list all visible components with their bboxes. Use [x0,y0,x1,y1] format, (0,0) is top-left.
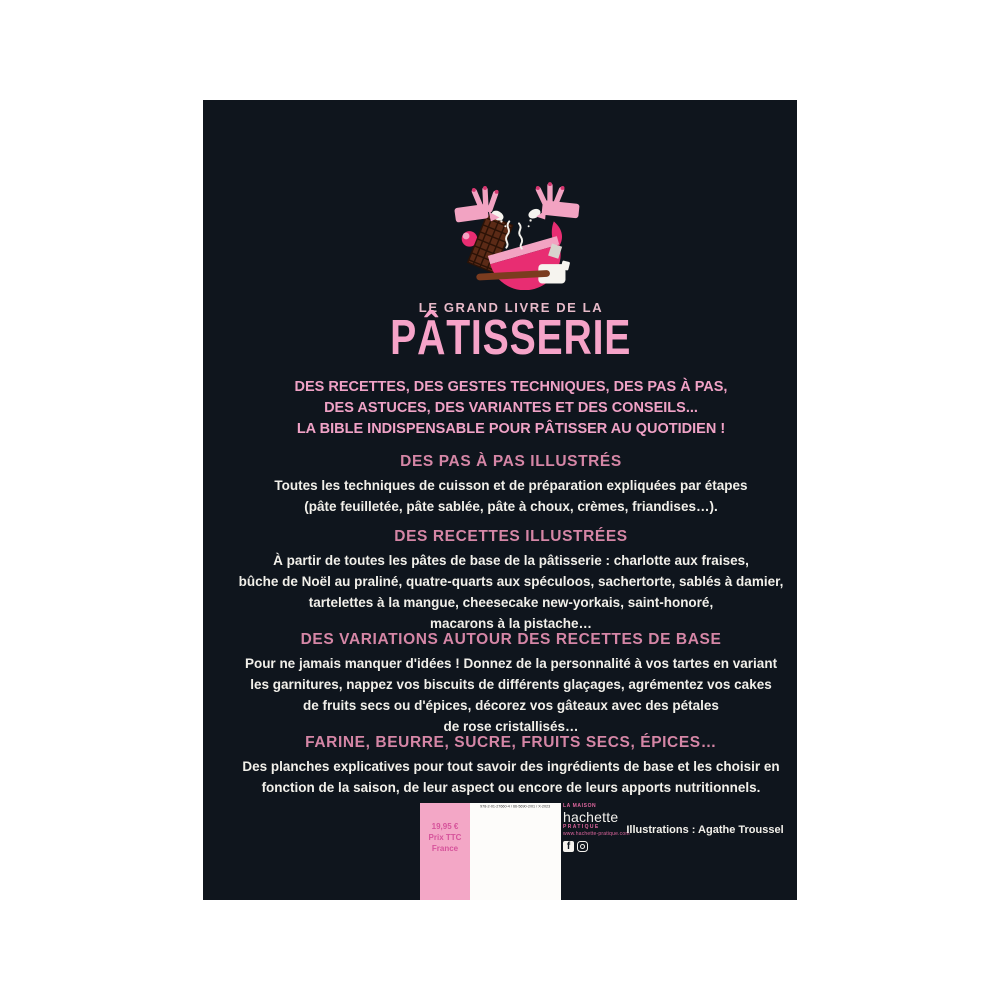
isbn-code: 978-2-01-27660-4 / 66-5690-2/01 / X-2023 [480,805,551,809]
section-pas-a-pas [214,453,797,517]
section-text-line: (pâte feuilletée, pâte sablée, pâte à choux, crèmes, friandises…). [304,499,718,514]
book-title [214,311,797,365]
section-text-line: de fruits secs ou d'épices, décorez vos gâteaux avec des pétales [303,698,719,713]
publisher-house-label: LA MAISON [563,803,597,809]
book-title-text: PÂTISSERIE [390,311,632,365]
section-recettes [214,528,797,634]
section-text-line: Des planches explicatives pour tout savoir des ingrédients de base et les choisir en [242,759,780,774]
section-text-line: fonction de la saison, de leur aspect ou encore de leurs apports nutritionnels. [261,780,761,795]
tagline-line: DES RECETTES, DES GESTES TECHNIQUES, DES PAS À PAS, [294,379,728,395]
section-text-line: tartelettes à la mangue, cheesecake new-yorkais, saint-honoré, [308,595,714,610]
tagline [214,377,797,440]
publisher-division: PRATIQUE [563,824,600,830]
price-ttc-label: Prix TTC [428,833,462,842]
left-hand-icon [454,186,505,223]
price-value: 19,95 € [431,822,459,831]
book-back-cover [203,100,797,900]
section-text-line: de rose cristallisés… [443,719,579,734]
publisher-website: www.hachette-pratique.com [563,831,630,837]
section-heading: DES VARIATIONS AUTOUR DES RECETTES DE BASE [300,631,722,648]
instagram-icon [577,841,588,852]
price-box [420,803,470,900]
section-variations [214,631,797,737]
publisher-name: hachette [563,809,619,825]
section-text-line: À partir de toutes les pâtes de base de la pâtisserie : charlotte aux fraises, [273,553,749,568]
section-heading: DES PAS À PAS ILLUSTRÉS [400,453,622,470]
tagline-line: LA BIBLE INDISPENSABLE POUR PÂTISSER AU QUOTIDIEN ! [296,421,726,437]
barcode-area [470,803,561,900]
section-text-line: bûche de Noël au praliné, quatre-quarts aux spéculoos, sachertorte, sablés à damier, [238,574,784,589]
section-text-line: macarons à la pistache… [429,616,593,631]
facebook-icon: f [563,841,574,852]
section-heading: DES RECETTES ILLUSTRÉES [394,528,628,545]
section-text-line: Pour ne jamais manquer d'idées ! Donnez de la personnalité à vos tartes en variant [244,656,778,671]
section-text-line: les garnitures, nappez vos biscuits de différents glaçages, agrémentez vos cakes [250,677,772,692]
section-heading: FARINE, BEURRE, SUCRE, FRUITS SECS, ÉPICES… [305,734,717,751]
price-country: France [431,844,459,853]
series-label: LE GRAND LIVRE DE LA [418,300,604,315]
section-ingredients [214,734,797,798]
social-icons [563,841,630,852]
illustrations-credit: Illustrations : Agathe Troussel [626,824,784,836]
right-hand-icon [527,182,580,220]
section-text-line: Toutes les techniques de cuisson et de préparation expliquées par étapes [274,478,748,493]
steam-icon [506,221,522,248]
tagline-line: DES ASTUCES, DES VARIANTES ET DES CONSEILS... [324,400,698,416]
cover-illustration [453,180,581,290]
